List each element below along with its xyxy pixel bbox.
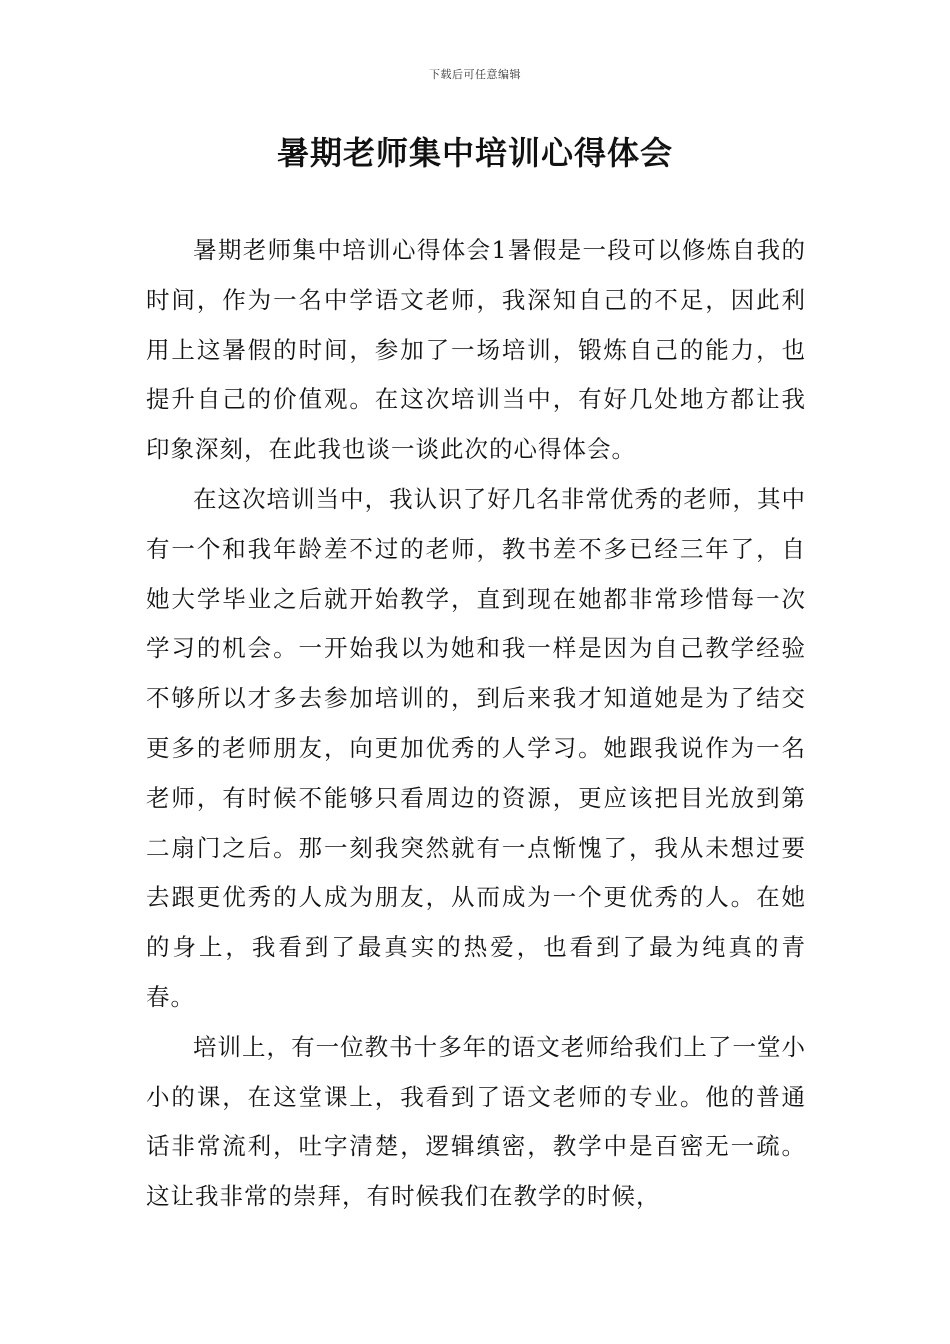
paragraph-1: 暑期老师集中培训心得体会1暑假是一段可以修炼自我的时间，作为一名中学语文老师，我深知自己的不足，因此利用上这暑假的时间，参加了一场培训，锻炼自己的能力，也提升自己的价值观。在这次培训当中，有好几处地方都让我印象深刻，在此我也谈一谈此次的心得体会。 (146, 236, 806, 464)
paragraph-2: 在这次培训当中，我认识了好几名非常优秀的老师，其中有一个和我年龄差不过的老师，教书差不多已经三年了，自她大学毕业之后就开始教学，直到现在她都非常珍惜每一次学习的机会。一开始我以为她和我一样是因为自己教学经验不够所以才多去参加培训的，到后来我才知道她是为了结交更多的老师朋友，向更加优秀的人学习。她跟我说作为一名老师，有时候不能够只看周边的资源，更应该把目光放到第二扇门之后。那一刻我突然就有一点惭愧了，我从未想过要去跟更优秀的人成为朋友，从而成为一个更优秀的人。在她的身上，我看到了最真实的热爱，也看到了最为纯真的青春。 (146, 484, 806, 1011)
header-note: 下载后可任意编辑 (429, 68, 521, 81)
document-body (146, 226, 806, 1222)
paragraph-3: 培训上，有一位教书十多年的语文老师给我们上了一堂小小的课，在这堂课上，我看到了语文老师的专业。他的普通话非常流利，吐字清楚，逻辑缜密，教学中是百密无一疏。这让我非常的崇拜，有时候我们在教学的时候， (146, 1032, 806, 1211)
document-title: 暑期老师集中培训心得体会 (276, 134, 673, 172)
